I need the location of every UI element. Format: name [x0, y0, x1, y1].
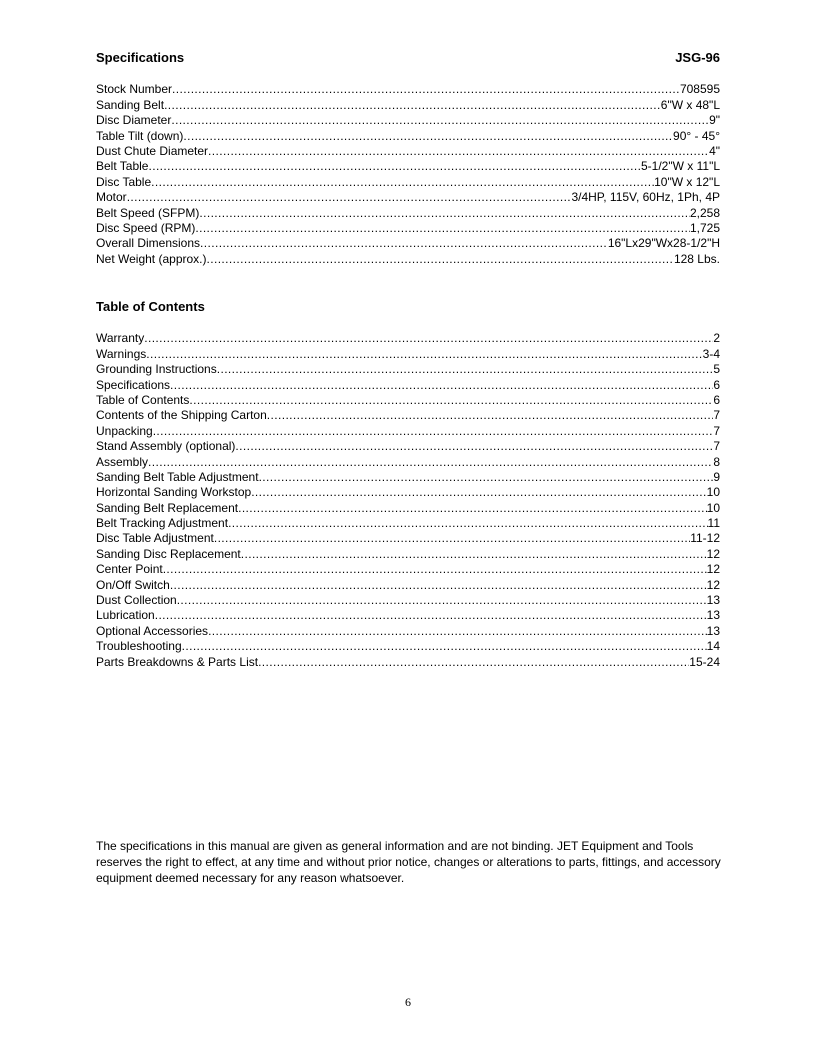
spec-label: Disc Table	[96, 174, 152, 189]
dot-leader	[148, 159, 641, 173]
spec-value: 708595	[679, 82, 720, 97]
spec-row	[96, 81, 720, 96]
specifications-heading: Specifications	[96, 50, 185, 65]
toc-page: 7	[713, 423, 720, 438]
spec-value: 1,725	[689, 220, 720, 235]
toc-row	[96, 622, 720, 637]
spec-row	[96, 143, 720, 158]
toc-label: Disc Table Adjustment	[96, 531, 214, 546]
spec-row	[96, 127, 720, 142]
dot-leader	[144, 331, 713, 345]
dot-leader	[241, 547, 707, 561]
toc-list	[96, 330, 720, 669]
toc-page: 13	[706, 593, 720, 608]
dot-leader	[177, 593, 707, 607]
toc-heading: Table of Contents	[96, 299, 205, 314]
dot-leader	[258, 655, 689, 669]
dot-leader	[267, 408, 714, 422]
toc-row	[96, 392, 720, 407]
spec-value: 3/4HP, 115V, 60Hz, 1Ph, 4P	[571, 190, 720, 205]
spec-value: 6"W x 48"L	[660, 97, 720, 112]
spec-row	[96, 158, 720, 173]
dot-leader	[172, 82, 680, 96]
dot-leader	[251, 485, 706, 499]
dot-leader	[259, 470, 714, 484]
spec-value: 10"W x 12"L	[654, 174, 720, 189]
spec-label: Dust Chute Diameter	[96, 143, 209, 158]
spec-label: Belt Speed (SFPM)	[96, 205, 200, 220]
toc-label: Horizontal Sanding Workstop	[96, 485, 252, 500]
dot-leader	[163, 562, 707, 576]
toc-page: 6	[713, 392, 720, 407]
dot-leader	[164, 98, 661, 112]
model-number: JSG-96	[675, 50, 720, 65]
toc-page: 10	[706, 500, 720, 515]
dot-leader	[235, 439, 713, 453]
dot-leader	[208, 624, 707, 638]
dot-leader	[151, 175, 654, 189]
spec-row	[96, 220, 720, 235]
dot-leader	[148, 455, 713, 469]
spec-row	[96, 204, 720, 219]
toc-label: On/Off Switch	[96, 577, 170, 592]
spec-label: Table Tilt (down)	[96, 128, 184, 143]
toc-page: 12	[706, 546, 720, 561]
toc-row	[96, 515, 720, 530]
toc-page: 9	[713, 469, 720, 484]
spec-label: Sanding Belt	[96, 97, 165, 112]
toc-row	[96, 653, 720, 668]
toc-label: Sanding Belt Table Adjustment	[96, 469, 259, 484]
spec-row	[96, 189, 720, 204]
toc-label: Contents of the Shipping Carton	[96, 408, 267, 423]
dot-leader	[207, 252, 674, 266]
spec-value: 2,258	[689, 205, 720, 220]
dot-leader	[153, 424, 714, 438]
toc-label: Sanding Belt Replacement	[96, 500, 239, 515]
toc-page: 11-12	[690, 531, 720, 546]
toc-label: Troubleshooting	[96, 639, 182, 654]
toc-row	[96, 576, 720, 591]
dot-leader	[155, 608, 707, 622]
dot-leader	[170, 578, 707, 592]
spec-value: 16"Lx29"Wx28-1/2"H	[607, 236, 720, 251]
toc-row	[96, 330, 720, 345]
toc-row	[96, 469, 720, 484]
toc-label: Warnings	[96, 346, 147, 361]
spec-value: 4"	[709, 143, 720, 158]
dot-leader	[146, 347, 702, 361]
toc-row	[96, 592, 720, 607]
toc-label: Optional Accessories	[96, 623, 209, 638]
spec-label: Overall Dimensions	[96, 236, 201, 251]
spec-row	[96, 250, 720, 265]
toc-page: 3-4	[702, 346, 720, 361]
spec-row	[96, 173, 720, 188]
spec-label: Stock Number	[96, 82, 173, 97]
dot-leader	[189, 393, 713, 407]
dot-leader	[238, 501, 707, 515]
spec-label: Disc Diameter	[96, 113, 172, 128]
toc-label: Stand Assembly (optional)	[96, 439, 236, 454]
dot-leader	[217, 362, 714, 376]
dot-leader	[183, 129, 673, 143]
dot-leader	[127, 190, 572, 204]
toc-label: Table of Contents	[96, 392, 190, 407]
toc-row	[96, 607, 720, 622]
toc-label: Dust Collection	[96, 593, 177, 608]
toc-page: 6	[713, 377, 720, 392]
dot-leader	[208, 144, 709, 158]
toc-row	[96, 530, 720, 545]
spec-value: 90° - 45°	[673, 128, 720, 143]
toc-row	[96, 638, 720, 653]
toc-label: Warranty	[96, 331, 145, 346]
spec-value: 5-1/2"W x 11"L	[641, 159, 720, 174]
specifications-list	[96, 81, 720, 266]
toc-page: 13	[706, 623, 720, 638]
toc-page: 15-24	[689, 654, 720, 669]
spec-row	[96, 96, 720, 111]
toc-page: 5	[713, 362, 720, 377]
toc-page: 11	[707, 516, 720, 531]
toc-row	[96, 499, 720, 514]
toc-page: 13	[706, 608, 720, 623]
dot-leader	[195, 221, 690, 235]
dot-leader	[171, 113, 709, 127]
toc-label: Specifications	[96, 377, 171, 392]
toc-page: 12	[706, 562, 720, 577]
toc-page: 12	[706, 577, 720, 592]
disclaimer-text: The specifications in this manual are given as general information and are not binding. JET Equipment and Tools reserves the right to effect, at any time and without prior notice, changes or alterations to parts, fittings, and accessory equipment deemed necessary for any reason whatsoever.	[96, 839, 721, 885]
spec-value: 128 Lbs.	[673, 251, 720, 266]
toc-label: Parts Breakdowns & Parts List	[96, 654, 259, 669]
toc-row	[96, 545, 720, 560]
dot-leader	[199, 206, 690, 220]
toc-page: 7	[713, 439, 720, 454]
dot-leader	[170, 378, 713, 392]
toc-row	[96, 376, 720, 391]
toc-label: Sanding Disc Replacement	[96, 546, 241, 561]
toc-label: Belt Tracking Adjustment	[96, 516, 229, 531]
dot-leader	[214, 531, 690, 545]
spec-label: Motor	[96, 190, 127, 205]
toc-label: Grounding Instructions	[96, 362, 217, 377]
page-number: 6	[405, 995, 411, 1009]
spec-label: Net Weight (approx.)	[96, 251, 207, 266]
spec-value: 9"	[709, 113, 720, 128]
toc-page: 10	[706, 485, 720, 500]
toc-label: Center Point	[96, 562, 163, 577]
toc-row	[96, 407, 720, 422]
dot-leader	[200, 236, 608, 250]
toc-page: 2	[713, 331, 720, 346]
dot-leader	[182, 639, 707, 653]
toc-row	[96, 561, 720, 576]
toc-row	[96, 422, 720, 437]
toc-page: 7	[713, 408, 720, 423]
toc-row	[96, 484, 720, 499]
toc-label: Unpacking	[96, 423, 153, 438]
spec-row	[96, 112, 720, 127]
spec-row	[96, 235, 720, 250]
dot-leader	[228, 516, 707, 530]
spec-label: Belt Table	[96, 159, 149, 174]
spec-label: Disc Speed (RPM)	[96, 220, 196, 235]
toc-row	[96, 361, 720, 376]
toc-label: Assembly	[96, 454, 149, 469]
toc-page: 8	[713, 454, 720, 469]
toc-row	[96, 453, 720, 468]
toc-label: Lubrication	[96, 608, 155, 623]
toc-row	[96, 438, 720, 453]
toc-row	[96, 345, 720, 360]
toc-page: 14	[706, 639, 720, 654]
